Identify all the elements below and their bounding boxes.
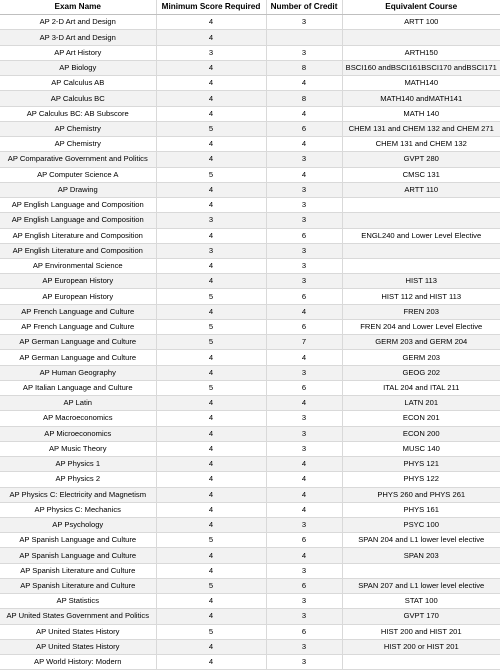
credit-cell: 6 — [266, 228, 342, 243]
header-exam-name: Exam Name — [0, 0, 156, 15]
exam-name-cell: AP Spanish Language and Culture — [0, 533, 156, 548]
minimum-score-cell: 5 — [156, 167, 266, 182]
exam-name-cell: AP Psychology — [0, 517, 156, 532]
credit-cell: 3 — [266, 213, 342, 228]
credit-cell: 3 — [266, 411, 342, 426]
table-row — [0, 319, 500, 334]
minimum-score-cell: 4 — [156, 228, 266, 243]
minimum-score-cell: 3 — [156, 213, 266, 228]
equivalent-course-cell: FREN 204 and Lower Level Elective — [342, 319, 500, 334]
credit-cell: 6 — [266, 289, 342, 304]
exam-name-cell: AP United States Government and Politics — [0, 609, 156, 624]
credit-cell: 3 — [266, 426, 342, 441]
credit-cell: 4 — [266, 106, 342, 121]
exam-name-cell: AP Microeconomics — [0, 426, 156, 441]
minimum-score-cell: 4 — [156, 594, 266, 609]
table-row — [0, 228, 500, 243]
credit-cell: 3 — [266, 198, 342, 213]
table-row — [0, 624, 500, 639]
minimum-score-cell: 4 — [156, 198, 266, 213]
credit-cell — [266, 30, 342, 45]
table-row — [0, 213, 500, 228]
minimum-score-cell: 4 — [156, 365, 266, 380]
equivalent-course-cell: MATH140 andMATH141 — [342, 91, 500, 106]
table-row — [0, 258, 500, 273]
equivalent-course-cell: MATH 140 — [342, 106, 500, 121]
minimum-score-cell: 4 — [156, 426, 266, 441]
equivalent-course-cell — [342, 563, 500, 578]
equivalent-course-cell — [342, 213, 500, 228]
table-row — [0, 15, 500, 30]
equivalent-course-cell: STAT 100 — [342, 594, 500, 609]
minimum-score-cell: 4 — [156, 137, 266, 152]
table-row — [0, 639, 500, 654]
table-row — [0, 365, 500, 380]
minimum-score-cell: 4 — [156, 441, 266, 456]
exam-name-cell: AP Macroeconomics — [0, 411, 156, 426]
table-row — [0, 152, 500, 167]
equivalent-course-cell: FREN 203 — [342, 304, 500, 319]
minimum-score-cell: 4 — [156, 487, 266, 502]
equivalent-course-cell: PSYC 100 — [342, 517, 500, 532]
equivalent-course-cell: GERM 203 and GERM 204 — [342, 335, 500, 350]
exam-name-cell: AP Spanish Language and Culture — [0, 548, 156, 563]
table-row — [0, 137, 500, 152]
minimum-score-cell: 3 — [156, 45, 266, 60]
exam-name-cell: AP English Literature and Composition — [0, 228, 156, 243]
equivalent-course-cell: ECON 200 — [342, 426, 500, 441]
equivalent-course-cell — [342, 258, 500, 273]
equivalent-course-cell: SPAN 207 and L1 lower level elective — [342, 578, 500, 593]
minimum-score-cell: 4 — [156, 152, 266, 167]
credit-cell: 3 — [266, 563, 342, 578]
credit-cell: 3 — [266, 45, 342, 60]
table-row — [0, 380, 500, 395]
exam-name-cell: AP Physics C: Electricity and Magnetism — [0, 487, 156, 502]
exam-name-cell: AP Music Theory — [0, 441, 156, 456]
equivalent-course-cell: MUSC 140 — [342, 441, 500, 456]
equivalent-course-cell: CMSC 131 — [342, 167, 500, 182]
minimum-score-cell: 5 — [156, 335, 266, 350]
table-row — [0, 167, 500, 182]
exam-name-cell: AP German Language and Culture — [0, 335, 156, 350]
minimum-score-cell: 4 — [156, 76, 266, 91]
minimum-score-cell: 4 — [156, 30, 266, 45]
minimum-score-cell: 4 — [156, 396, 266, 411]
table-row — [0, 76, 500, 91]
exam-name-cell: AP French Language and Culture — [0, 319, 156, 334]
exam-name-cell: AP Calculus BC — [0, 91, 156, 106]
equivalent-course-cell: ARTT 100 — [342, 15, 500, 30]
exam-name-cell: AP United States History — [0, 624, 156, 639]
credit-cell: 4 — [266, 457, 342, 472]
exam-name-cell: AP European History — [0, 274, 156, 289]
table-row — [0, 304, 500, 319]
exam-name-cell: AP Comparative Government and Politics — [0, 152, 156, 167]
minimum-score-cell: 4 — [156, 274, 266, 289]
exam-name-cell: AP 2-D Art and Design — [0, 15, 156, 30]
equivalent-course-cell: GVPT 280 — [342, 152, 500, 167]
table-row — [0, 487, 500, 502]
credit-cell: 4 — [266, 548, 342, 563]
table-body — [0, 15, 500, 670]
minimum-score-cell: 4 — [156, 304, 266, 319]
minimum-score-cell: 4 — [156, 563, 266, 578]
exam-name-cell: AP Calculus AB — [0, 76, 156, 91]
equivalent-course-cell: MATH140 — [342, 76, 500, 91]
table-row — [0, 563, 500, 578]
credit-cell: 4 — [266, 304, 342, 319]
header-equivalent-course: Equivalent Course — [342, 0, 500, 15]
minimum-score-cell: 4 — [156, 106, 266, 121]
table-row — [0, 30, 500, 45]
credit-cell: 4 — [266, 76, 342, 91]
equivalent-course-cell: SPAN 203 — [342, 548, 500, 563]
equivalent-course-cell: PHYS 122 — [342, 472, 500, 487]
exam-name-cell: AP Human Geography — [0, 365, 156, 380]
credit-cell: 3 — [266, 365, 342, 380]
exam-name-cell: AP Environmental Science — [0, 258, 156, 273]
exam-name-cell: AP Drawing — [0, 182, 156, 197]
header-row — [0, 0, 500, 15]
exam-name-cell: AP Latin — [0, 396, 156, 411]
exam-name-cell: AP Chemistry — [0, 137, 156, 152]
credit-cell: 6 — [266, 319, 342, 334]
table-row — [0, 243, 500, 258]
minimum-score-cell: 4 — [156, 655, 266, 670]
credit-cell: 8 — [266, 91, 342, 106]
table-row — [0, 45, 500, 60]
credit-cell: 4 — [266, 502, 342, 517]
credit-cell: 7 — [266, 335, 342, 350]
minimum-score-cell: 3 — [156, 243, 266, 258]
equivalent-course-cell: GERM 203 — [342, 350, 500, 365]
exam-name-cell: AP English Language and Composition — [0, 213, 156, 228]
equivalent-course-cell: ENGL240 and Lower Level Elective — [342, 228, 500, 243]
exam-name-cell: AP Spanish Literature and Culture — [0, 563, 156, 578]
minimum-score-cell: 5 — [156, 578, 266, 593]
exam-name-cell: AP Spanish Literature and Culture — [0, 578, 156, 593]
minimum-score-cell: 5 — [156, 121, 266, 136]
credit-cell: 6 — [266, 121, 342, 136]
exam-name-cell: AP Italian Language and Culture — [0, 380, 156, 395]
exam-name-cell: AP United States History — [0, 639, 156, 654]
minimum-score-cell: 4 — [156, 350, 266, 365]
equivalent-course-cell: GVPT 170 — [342, 609, 500, 624]
minimum-score-cell: 4 — [156, 639, 266, 654]
equivalent-course-cell: GEOG 202 — [342, 365, 500, 380]
equivalent-course-cell: LATN 201 — [342, 396, 500, 411]
equivalent-course-cell: HIST 112 and HIST 113 — [342, 289, 500, 304]
credit-cell: 3 — [266, 258, 342, 273]
credit-cell: 3 — [266, 639, 342, 654]
credit-cell: 3 — [266, 243, 342, 258]
exam-name-cell: AP German Language and Culture — [0, 350, 156, 365]
table-row — [0, 517, 500, 532]
exam-name-cell: AP Chemistry — [0, 121, 156, 136]
table-row — [0, 182, 500, 197]
exam-name-cell: AP Statistics — [0, 594, 156, 609]
equivalent-course-cell: SPAN 204 and L1 lower level elective — [342, 533, 500, 548]
table-row — [0, 426, 500, 441]
table-row — [0, 198, 500, 213]
credit-cell: 3 — [266, 655, 342, 670]
minimum-score-cell: 5 — [156, 319, 266, 334]
equivalent-course-cell: PHYS 260 and PHYS 261 — [342, 487, 500, 502]
exam-name-cell: AP Biology — [0, 60, 156, 75]
credit-cell: 3 — [266, 182, 342, 197]
minimum-score-cell: 4 — [156, 609, 266, 624]
credit-cell: 4 — [266, 472, 342, 487]
equivalent-course-cell: PHYS 121 — [342, 457, 500, 472]
equivalent-course-cell: PHYS 161 — [342, 502, 500, 517]
equivalent-course-cell: HIST 200 and HIST 201 — [342, 624, 500, 639]
exam-name-cell: AP Calculus BC: AB Subscore — [0, 106, 156, 121]
exam-name-cell: AP Physics 1 — [0, 457, 156, 472]
minimum-score-cell: 4 — [156, 517, 266, 532]
equivalent-course-cell — [342, 198, 500, 213]
table-row — [0, 411, 500, 426]
exam-name-cell: AP French Language and Culture — [0, 304, 156, 319]
credit-cell: 4 — [266, 396, 342, 411]
credit-cell: 3 — [266, 441, 342, 456]
credit-cell: 6 — [266, 624, 342, 639]
minimum-score-cell: 4 — [156, 15, 266, 30]
credit-cell: 4 — [266, 350, 342, 365]
table-row — [0, 335, 500, 350]
equivalent-course-cell: ARTH150 — [342, 45, 500, 60]
minimum-score-cell: 4 — [156, 91, 266, 106]
exam-name-cell: AP Computer Science A — [0, 167, 156, 182]
exam-name-cell: AP English Literature and Composition — [0, 243, 156, 258]
minimum-score-cell: 4 — [156, 60, 266, 75]
exam-name-cell: AP World History: Modern — [0, 655, 156, 670]
credit-cell: 6 — [266, 380, 342, 395]
table-row — [0, 121, 500, 136]
credit-cell: 3 — [266, 609, 342, 624]
table-row — [0, 91, 500, 106]
credit-cell: 3 — [266, 517, 342, 532]
minimum-score-cell: 4 — [156, 548, 266, 563]
credit-cell: 6 — [266, 533, 342, 548]
exam-name-cell: AP English Language and Composition — [0, 198, 156, 213]
credit-cell: 3 — [266, 152, 342, 167]
exam-name-cell: AP European History — [0, 289, 156, 304]
exam-name-cell: AP Art History — [0, 45, 156, 60]
exam-name-cell: AP Physics 2 — [0, 472, 156, 487]
equivalent-course-cell: HIST 200 or HIST 201 — [342, 639, 500, 654]
minimum-score-cell: 4 — [156, 472, 266, 487]
table-row — [0, 502, 500, 517]
header-minimum-score: Minimum Score Required — [156, 0, 266, 15]
table-row — [0, 396, 500, 411]
equivalent-course-cell: HIST 113 — [342, 274, 500, 289]
table-row — [0, 578, 500, 593]
equivalent-course-cell — [342, 243, 500, 258]
minimum-score-cell: 4 — [156, 411, 266, 426]
minimum-score-cell: 4 — [156, 182, 266, 197]
minimum-score-cell: 4 — [156, 502, 266, 517]
minimum-score-cell: 5 — [156, 380, 266, 395]
credit-cell: 3 — [266, 594, 342, 609]
exam-name-cell: AP 3-D Art and Design — [0, 30, 156, 45]
equivalent-course-cell: ARTT 110 — [342, 182, 500, 197]
minimum-score-cell: 4 — [156, 258, 266, 273]
credit-cell: 3 — [266, 274, 342, 289]
table-row — [0, 441, 500, 456]
credit-cell: 8 — [266, 60, 342, 75]
minimum-score-cell: 5 — [156, 533, 266, 548]
table-row — [0, 106, 500, 121]
table-row — [0, 548, 500, 563]
equivalent-course-cell: ECON 201 — [342, 411, 500, 426]
minimum-score-cell: 4 — [156, 457, 266, 472]
table-row — [0, 350, 500, 365]
credit-cell: 4 — [266, 167, 342, 182]
equivalent-course-cell — [342, 655, 500, 670]
table-row — [0, 594, 500, 609]
equivalent-course-cell: ITAL 204 and ITAL 211 — [342, 380, 500, 395]
header-number-of-credit: Number of Credit — [266, 0, 342, 15]
table-row — [0, 533, 500, 548]
credit-cell: 6 — [266, 578, 342, 593]
equivalent-course-cell: CHEM 131 and CHEM 132 and CHEM 271 — [342, 121, 500, 136]
minimum-score-cell: 5 — [156, 289, 266, 304]
equivalent-course-cell — [342, 30, 500, 45]
table-row — [0, 609, 500, 624]
table-row — [0, 60, 500, 75]
table-row — [0, 472, 500, 487]
table-row — [0, 655, 500, 670]
minimum-score-cell: 5 — [156, 624, 266, 639]
credit-cell: 4 — [266, 137, 342, 152]
equivalent-course-cell: BSCI160 andBSCI161BSCI170 andBSCI171 — [342, 60, 500, 75]
table-row — [0, 457, 500, 472]
credit-cell: 4 — [266, 487, 342, 502]
table-row — [0, 274, 500, 289]
exam-name-cell: AP Physics C: Mechanics — [0, 502, 156, 517]
table-row — [0, 289, 500, 304]
credit-cell: 3 — [266, 15, 342, 30]
equivalent-course-cell: CHEM 131 and CHEM 132 — [342, 137, 500, 152]
